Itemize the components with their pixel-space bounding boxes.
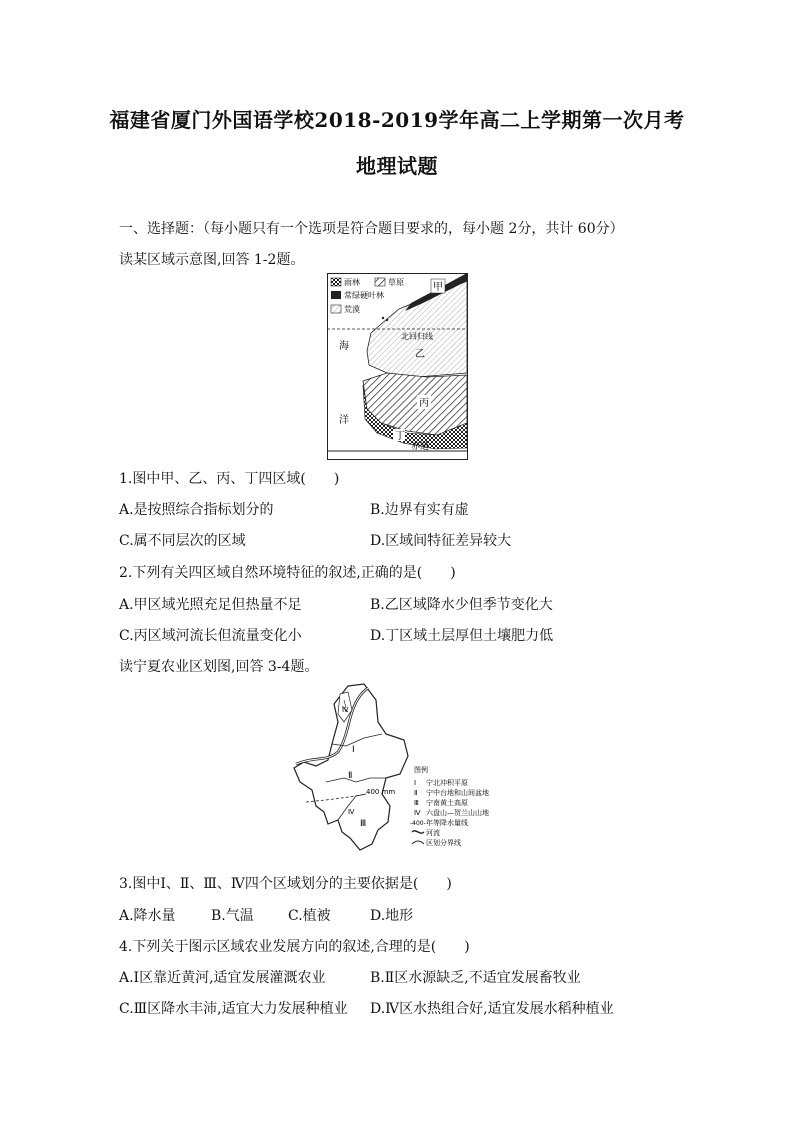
q3-option-d[interactable]: D.地形	[370, 908, 414, 924]
legend-key-1: Ⅰ	[414, 779, 417, 787]
legend-text-2: 宁中台地和山间盆地	[426, 789, 489, 797]
ningxia-map-figure	[286, 682, 506, 862]
q1-option-b[interactable]: B.边界有实有虚	[370, 502, 469, 518]
q2-option-b[interactable]: B.乙区域降水少但季节变化大	[370, 597, 553, 613]
label-ocean: 洋	[339, 415, 349, 426]
legend-key-5: -400-	[410, 820, 426, 827]
question-intro-2: 读宁夏农业区划图,回答 3-4题。	[119, 659, 319, 675]
label-jia: 甲	[433, 282, 443, 293]
q1-option-d[interactable]: D.区域间特征差异较大	[370, 533, 512, 549]
legend-desert: 荒漠	[344, 305, 360, 314]
region-I-label: Ⅰ	[352, 745, 355, 755]
q4-option-a[interactable]: A.Ⅰ区靠近黄河,适宜发展灌溉农业	[119, 970, 326, 986]
legend-text-1: 宁北冲积平原	[426, 779, 468, 787]
legend-key-2: Ⅱ	[414, 789, 418, 797]
label-yi: 乙	[415, 349, 425, 360]
question-intro-1: 读某区域示意图,回答 1-2题。	[119, 252, 305, 268]
label-equator: 赤道	[411, 442, 430, 452]
q3-stem: 3.图中Ⅰ、Ⅱ、Ⅲ、Ⅳ四个区域划分的主要依据是( )	[119, 876, 452, 892]
legend-sclerophyll: 常绿硬叶林	[344, 291, 384, 300]
legend-grassland: 草原	[388, 278, 404, 287]
exam-title: 福建省厦门外国语学校2018-2019学年高二上学期第一次月考	[109, 108, 685, 132]
exam-subtitle: 地理试题	[356, 154, 438, 178]
legend-text-5: 年等降水量线	[426, 819, 468, 827]
q1-option-c[interactable]: C.属不同层次的区域	[119, 533, 246, 549]
legend-key-3: Ⅲ	[414, 799, 419, 807]
q2-option-d[interactable]: D.丁区域土层厚但土壤肥力低	[370, 628, 554, 644]
q2-option-a[interactable]: A.甲区域光照充足但热量不足	[119, 597, 302, 613]
region-IV-label-north: Ⅳ	[342, 706, 349, 714]
section-heading: 一、选择题：（每小题只有一个选项是符合题目要求的，每小题 2分，共计 60分）	[119, 221, 624, 237]
q4-stem: 4.下列关于图示区域农业发展方向的叙述,合理的是( )	[119, 939, 470, 955]
legend-text-3: 宁南黄土高原	[426, 799, 468, 807]
q4-option-c[interactable]: C.Ⅲ区降水丰沛,适宜大力发展种植业	[119, 1001, 348, 1017]
legend-text-6: 河流	[426, 829, 440, 837]
q3-option-b[interactable]: B.气温	[211, 908, 254, 924]
q2-option-c[interactable]: C.丙区域河流长但流量变化小	[119, 628, 302, 644]
region-II-label: Ⅱ	[348, 771, 353, 781]
legend-key-4: Ⅳ	[414, 809, 421, 817]
q1-option-a[interactable]: A.是按照综合指标划分的	[119, 502, 274, 518]
q3-option-c[interactable]: C.植被	[288, 908, 331, 924]
legend-title: 图例	[414, 766, 428, 774]
label-bing: 丙	[419, 398, 429, 409]
q4-option-b[interactable]: B.Ⅱ区水源缺乏,不适宜发展畜牧业	[370, 970, 581, 986]
label-tropic: 北回归线	[401, 332, 433, 341]
q2-stem: 2.下列有关四区域自然环境特征的叙述,正确的是( )	[119, 565, 456, 581]
region-IV-label-south: Ⅳ	[348, 808, 355, 816]
label-ding: 丁	[395, 431, 405, 442]
legend-rainforest: 雨林	[344, 278, 360, 287]
q4-option-d[interactable]: D.Ⅳ区水热组合好,适宜发展水稻种植业	[370, 1001, 614, 1017]
region-III-label: Ⅲ	[360, 819, 367, 829]
q3-option-a[interactable]: A.降水量	[119, 908, 176, 924]
legend-text-4: 六盘山—贺兰山山地	[426, 809, 489, 817]
q1-stem: 1.图中甲、乙、丙、丁四区域( )	[119, 471, 340, 487]
isohyet-label: 400 mm	[366, 788, 396, 796]
legend-text-7: 区划分界线	[426, 839, 461, 847]
label-sea: 海	[339, 341, 349, 352]
region-map-figure	[327, 273, 468, 460]
